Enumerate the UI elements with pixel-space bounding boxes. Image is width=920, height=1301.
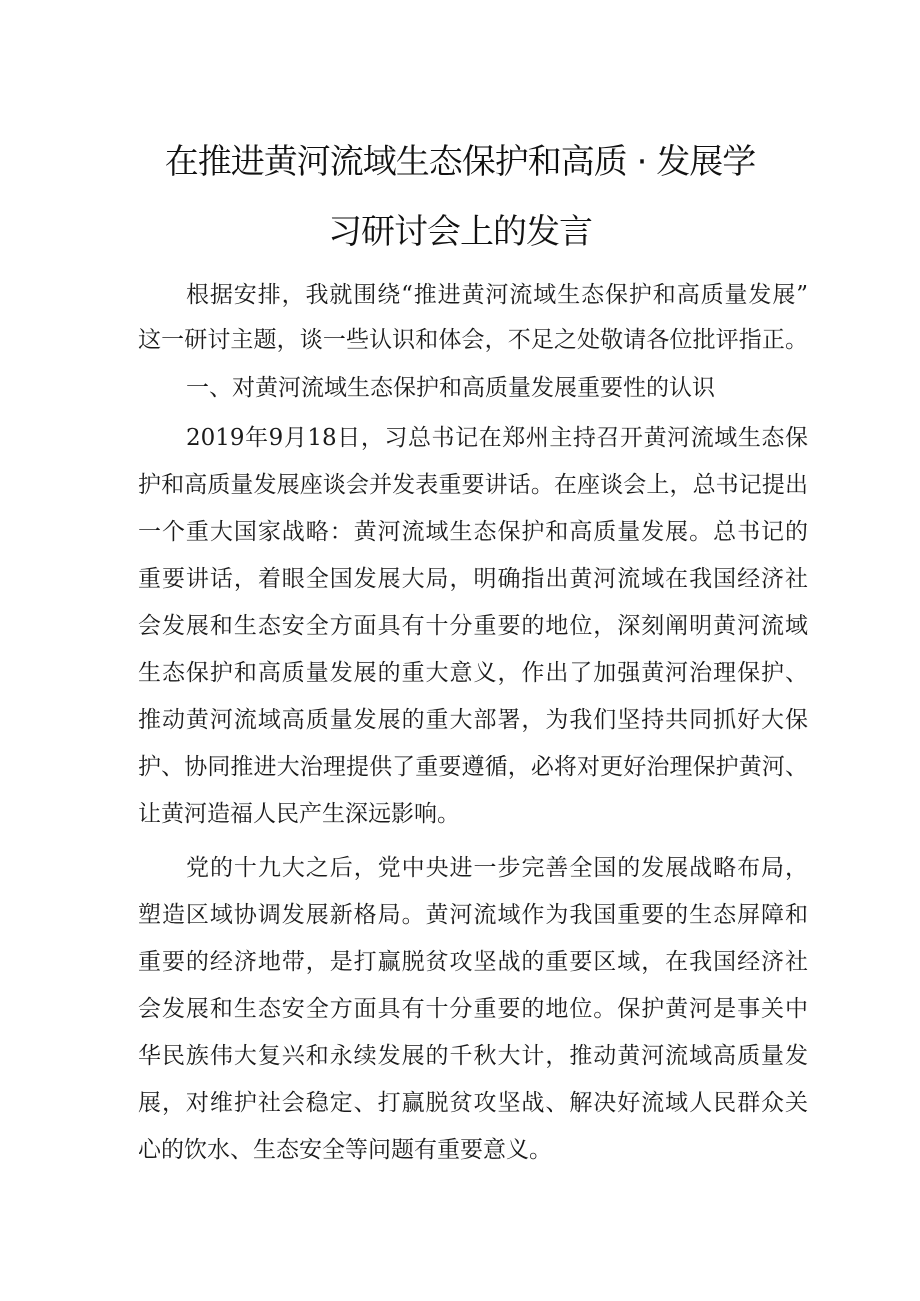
paragraph-line: 重要讲话，着眼全国发展大局，明确指出黄河流域在我国经济社: [138, 566, 808, 592]
paragraph-line: 党的十九大之后，党中央进一步完善全国的发展战略布局，: [186, 855, 808, 881]
paragraph-line: 会发展和生态安全方面具有十分重要的地位。保护黄河是事关中: [138, 996, 808, 1022]
paragraph-line: 华民族伟大复兴和永续发展的千秋大计，推动黄河流域高质量发: [138, 1043, 808, 1069]
paragraph-line: 生态保护和高质量发展的重大意义，作出了加强黄河治理保护、: [138, 660, 808, 686]
paragraph-line: 塑造区域协调发展新格局。黄河流域作为我国重要的生态屏障和: [138, 902, 808, 928]
paragraph-line: 护、协同推进大治理提供了重要遵循，必将对更好治理保护黄河、: [138, 754, 808, 780]
paragraph-line: 重要的经济地带，是打赢脱贫攻坚战的重要区域，在我国经济社: [138, 949, 808, 975]
document-title-line-1: 在推进黄河流域生态保护和高质 · 发展学: [164, 142, 756, 182]
paragraph-line: 展，对维护社会稳定、打赢脱贫攻坚战、解决好流域人民群众关: [138, 1090, 808, 1116]
paragraph-line: 会发展和生态安全方面具有十分重要的地位，深刻阐明黄河流域: [138, 613, 808, 639]
paragraph-line: 推动黄河流域高质量发展的重大部署，为我们坚持共同抓好大保: [138, 707, 808, 733]
paragraph-line: 这一研讨主题，谈一些认识和体会，不足之处敬请各位批评指正。: [138, 327, 808, 353]
paragraph-line: 心的饮水、生态安全等问题有重要意义。: [138, 1137, 552, 1163]
paragraph-line: 一个重大国家战略：黄河流域生态保护和高质量发展。总书记的: [138, 519, 808, 545]
paragraph-line: 根据安排，我就围绕“推进黄河流域生态保护和高质量发展”: [186, 282, 808, 308]
document-title-line-2: 习研讨会上的发言: [328, 212, 592, 252]
paragraph-line: 让黄河造福人民产生深远影响。: [138, 801, 460, 827]
paragraph-line: 2019年9月18日，习总书记在郑州主持召开黄河流域生态保: [186, 425, 808, 451]
paragraph-line: 护和高质量发展座谈会并发表重要讲话。在座谈会上，总书记提出: [138, 472, 808, 498]
section-heading: 一、对黄河流域生态保护和高质量发展重要性的认识: [186, 375, 715, 401]
